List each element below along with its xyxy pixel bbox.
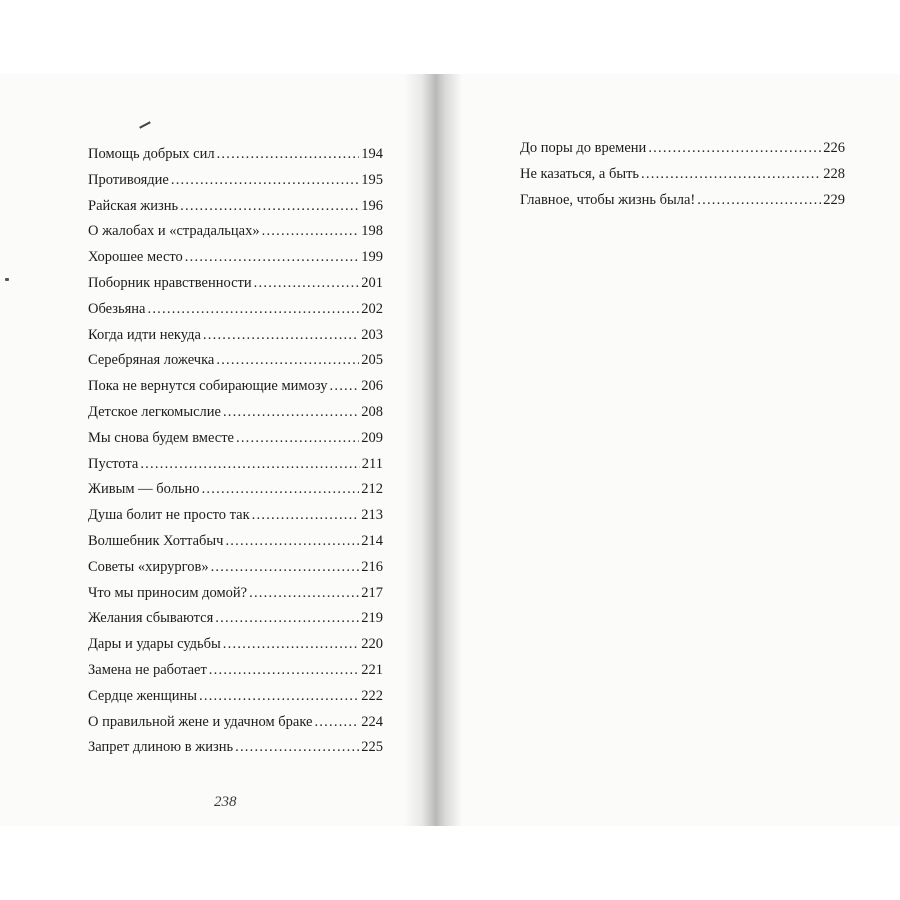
toc-entry	[520, 140, 845, 166]
toc-entry-page: 211	[361, 455, 383, 472]
toc-entry	[520, 192, 845, 218]
toc-entry-page: 194	[361, 146, 383, 162]
dot-leader	[641, 166, 821, 183]
toc-entry-page: 201	[361, 274, 383, 291]
dot-leader	[252, 507, 360, 524]
toc-entry	[88, 223, 383, 249]
toc-entry-page: 222	[361, 687, 383, 704]
toc-entry-title: О правильной жене и удачном браке	[88, 713, 313, 730]
book-gutter-shadow	[404, 74, 462, 826]
toc-entry-title: Главное, чтобы жизнь была!	[520, 191, 696, 208]
dot-leader	[249, 585, 359, 602]
toc-entry	[88, 301, 383, 327]
dot-leader	[217, 146, 360, 163]
toc-entry-page: 203	[361, 326, 383, 343]
toc-entry	[88, 172, 383, 198]
toc-entry	[88, 533, 383, 559]
toc-entry-page: 208	[361, 403, 383, 420]
toc-entry-page: 229	[823, 191, 845, 208]
dot-leader	[140, 456, 359, 473]
toc-entry-title: Поборник нравственности	[88, 274, 252, 291]
toc-entry-page: 209	[361, 429, 383, 446]
dot-leader	[171, 172, 359, 189]
toc-entry-page: 224	[361, 713, 383, 730]
dot-leader	[314, 714, 359, 731]
toc-entry-title: Что мы приносим домой?	[88, 584, 248, 601]
toc-entry-page: 195	[361, 171, 383, 188]
toc-entry-title: Хорошее место	[88, 249, 183, 266]
toc-entry	[88, 739, 383, 765]
dot-leader	[180, 198, 359, 215]
toc-entry	[88, 610, 383, 636]
toc-entry-title: Запрет длиною в жизнь	[88, 739, 234, 756]
toc-right-page	[520, 140, 845, 217]
ink-speck	[5, 278, 9, 281]
toc-entry-title: Помощь добрых сил	[88, 146, 215, 162]
toc-entry-title: Советы «хирургов»	[88, 558, 209, 575]
toc-entry-page: 220	[361, 636, 383, 653]
toc-entry-title: Душа болит не просто так	[88, 507, 250, 524]
toc-entry-title: Противоядие	[88, 171, 169, 188]
toc-entry-page: 228	[823, 165, 845, 182]
toc-entry	[88, 198, 383, 224]
dot-leader	[697, 192, 821, 209]
toc-entry	[88, 249, 383, 275]
toc-entry-page: 198	[361, 223, 383, 240]
toc-entry-page: 206	[361, 378, 383, 395]
toc-entry-title: Детское легкомыслие	[88, 403, 221, 420]
toc-entry-title: Не казаться, а быть	[520, 165, 640, 182]
toc-entry-page: 226	[823, 140, 845, 156]
toc-entry-page: 196	[361, 197, 383, 214]
dot-leader	[185, 249, 359, 266]
toc-entry-title: Обезьяна	[88, 300, 146, 317]
toc-entry	[88, 507, 383, 533]
page-number: 238	[214, 794, 237, 810]
dot-leader	[236, 430, 359, 447]
toc-entry	[88, 456, 383, 482]
toc-entry-title: Серебряная ложечка	[88, 352, 215, 369]
toc-entry-page: 225	[361, 739, 383, 756]
toc-entry-title: Когда идти некуда	[88, 326, 201, 343]
toc-entry	[88, 430, 383, 456]
toc-entry-page: 213	[361, 507, 383, 524]
toc-entry-title: До поры до времени	[520, 140, 647, 156]
dot-leader	[648, 140, 821, 157]
dot-leader	[202, 481, 360, 498]
dot-leader	[223, 636, 359, 653]
toc-entry	[88, 688, 383, 714]
toc-entry	[88, 378, 383, 404]
toc-entry-page: 199	[361, 249, 383, 266]
toc-entry-title: Замена не работает	[88, 661, 207, 678]
dot-leader	[235, 739, 359, 756]
toc-entry	[88, 275, 383, 301]
toc-entry-title: Сердце женщины	[88, 687, 197, 704]
toc-entry	[88, 662, 383, 688]
toc-entry	[88, 404, 383, 430]
toc-entry-title: Пустота	[88, 455, 139, 472]
toc-entry-page: 221	[361, 661, 383, 678]
dot-leader	[262, 223, 360, 240]
dot-leader	[199, 688, 359, 705]
toc-entry-page: 212	[361, 481, 383, 498]
toc-entry-page: 205	[361, 352, 383, 369]
dot-leader	[211, 559, 360, 576]
toc-entry	[88, 481, 383, 507]
dot-leader	[209, 662, 359, 679]
dot-leader	[225, 533, 359, 550]
toc-entry	[88, 636, 383, 662]
toc-entry	[88, 146, 383, 172]
dot-leader	[223, 404, 359, 421]
toc-entry-title: Дары и удары судьбы	[88, 636, 221, 653]
toc-entry-page: 217	[361, 584, 383, 601]
toc-entry-title: Пока не вернутся собирающие мимозу	[88, 378, 328, 395]
dot-leader	[203, 327, 359, 344]
toc-entry	[88, 714, 383, 740]
toc-entry	[88, 585, 383, 611]
toc-entry-title: О жалобах и «страдальцах»	[88, 223, 260, 240]
toc-entry-title: Мы снова будем вместе	[88, 429, 234, 446]
toc-entry-page: 216	[361, 558, 383, 575]
toc-entry-page: 202	[361, 300, 383, 317]
toc-entry	[88, 352, 383, 378]
dot-leader	[215, 610, 359, 627]
toc-entry-title: Волшебник Хоттабыч	[88, 532, 224, 549]
toc-entry	[520, 166, 845, 192]
toc-entry-title: Райская жизнь	[88, 197, 179, 214]
dot-leader	[330, 378, 360, 395]
toc-entry	[88, 559, 383, 585]
toc-entry-page: 214	[361, 532, 383, 549]
toc-left-page	[88, 146, 383, 765]
toc-entry-title: Живым — больно	[88, 481, 200, 498]
dot-leader	[254, 275, 360, 292]
toc-entry-title: Желания сбываются	[88, 610, 214, 627]
dot-leader	[216, 352, 359, 369]
toc-entry-page: 219	[361, 610, 383, 627]
toc-entry	[88, 327, 383, 353]
dot-leader	[147, 301, 359, 318]
